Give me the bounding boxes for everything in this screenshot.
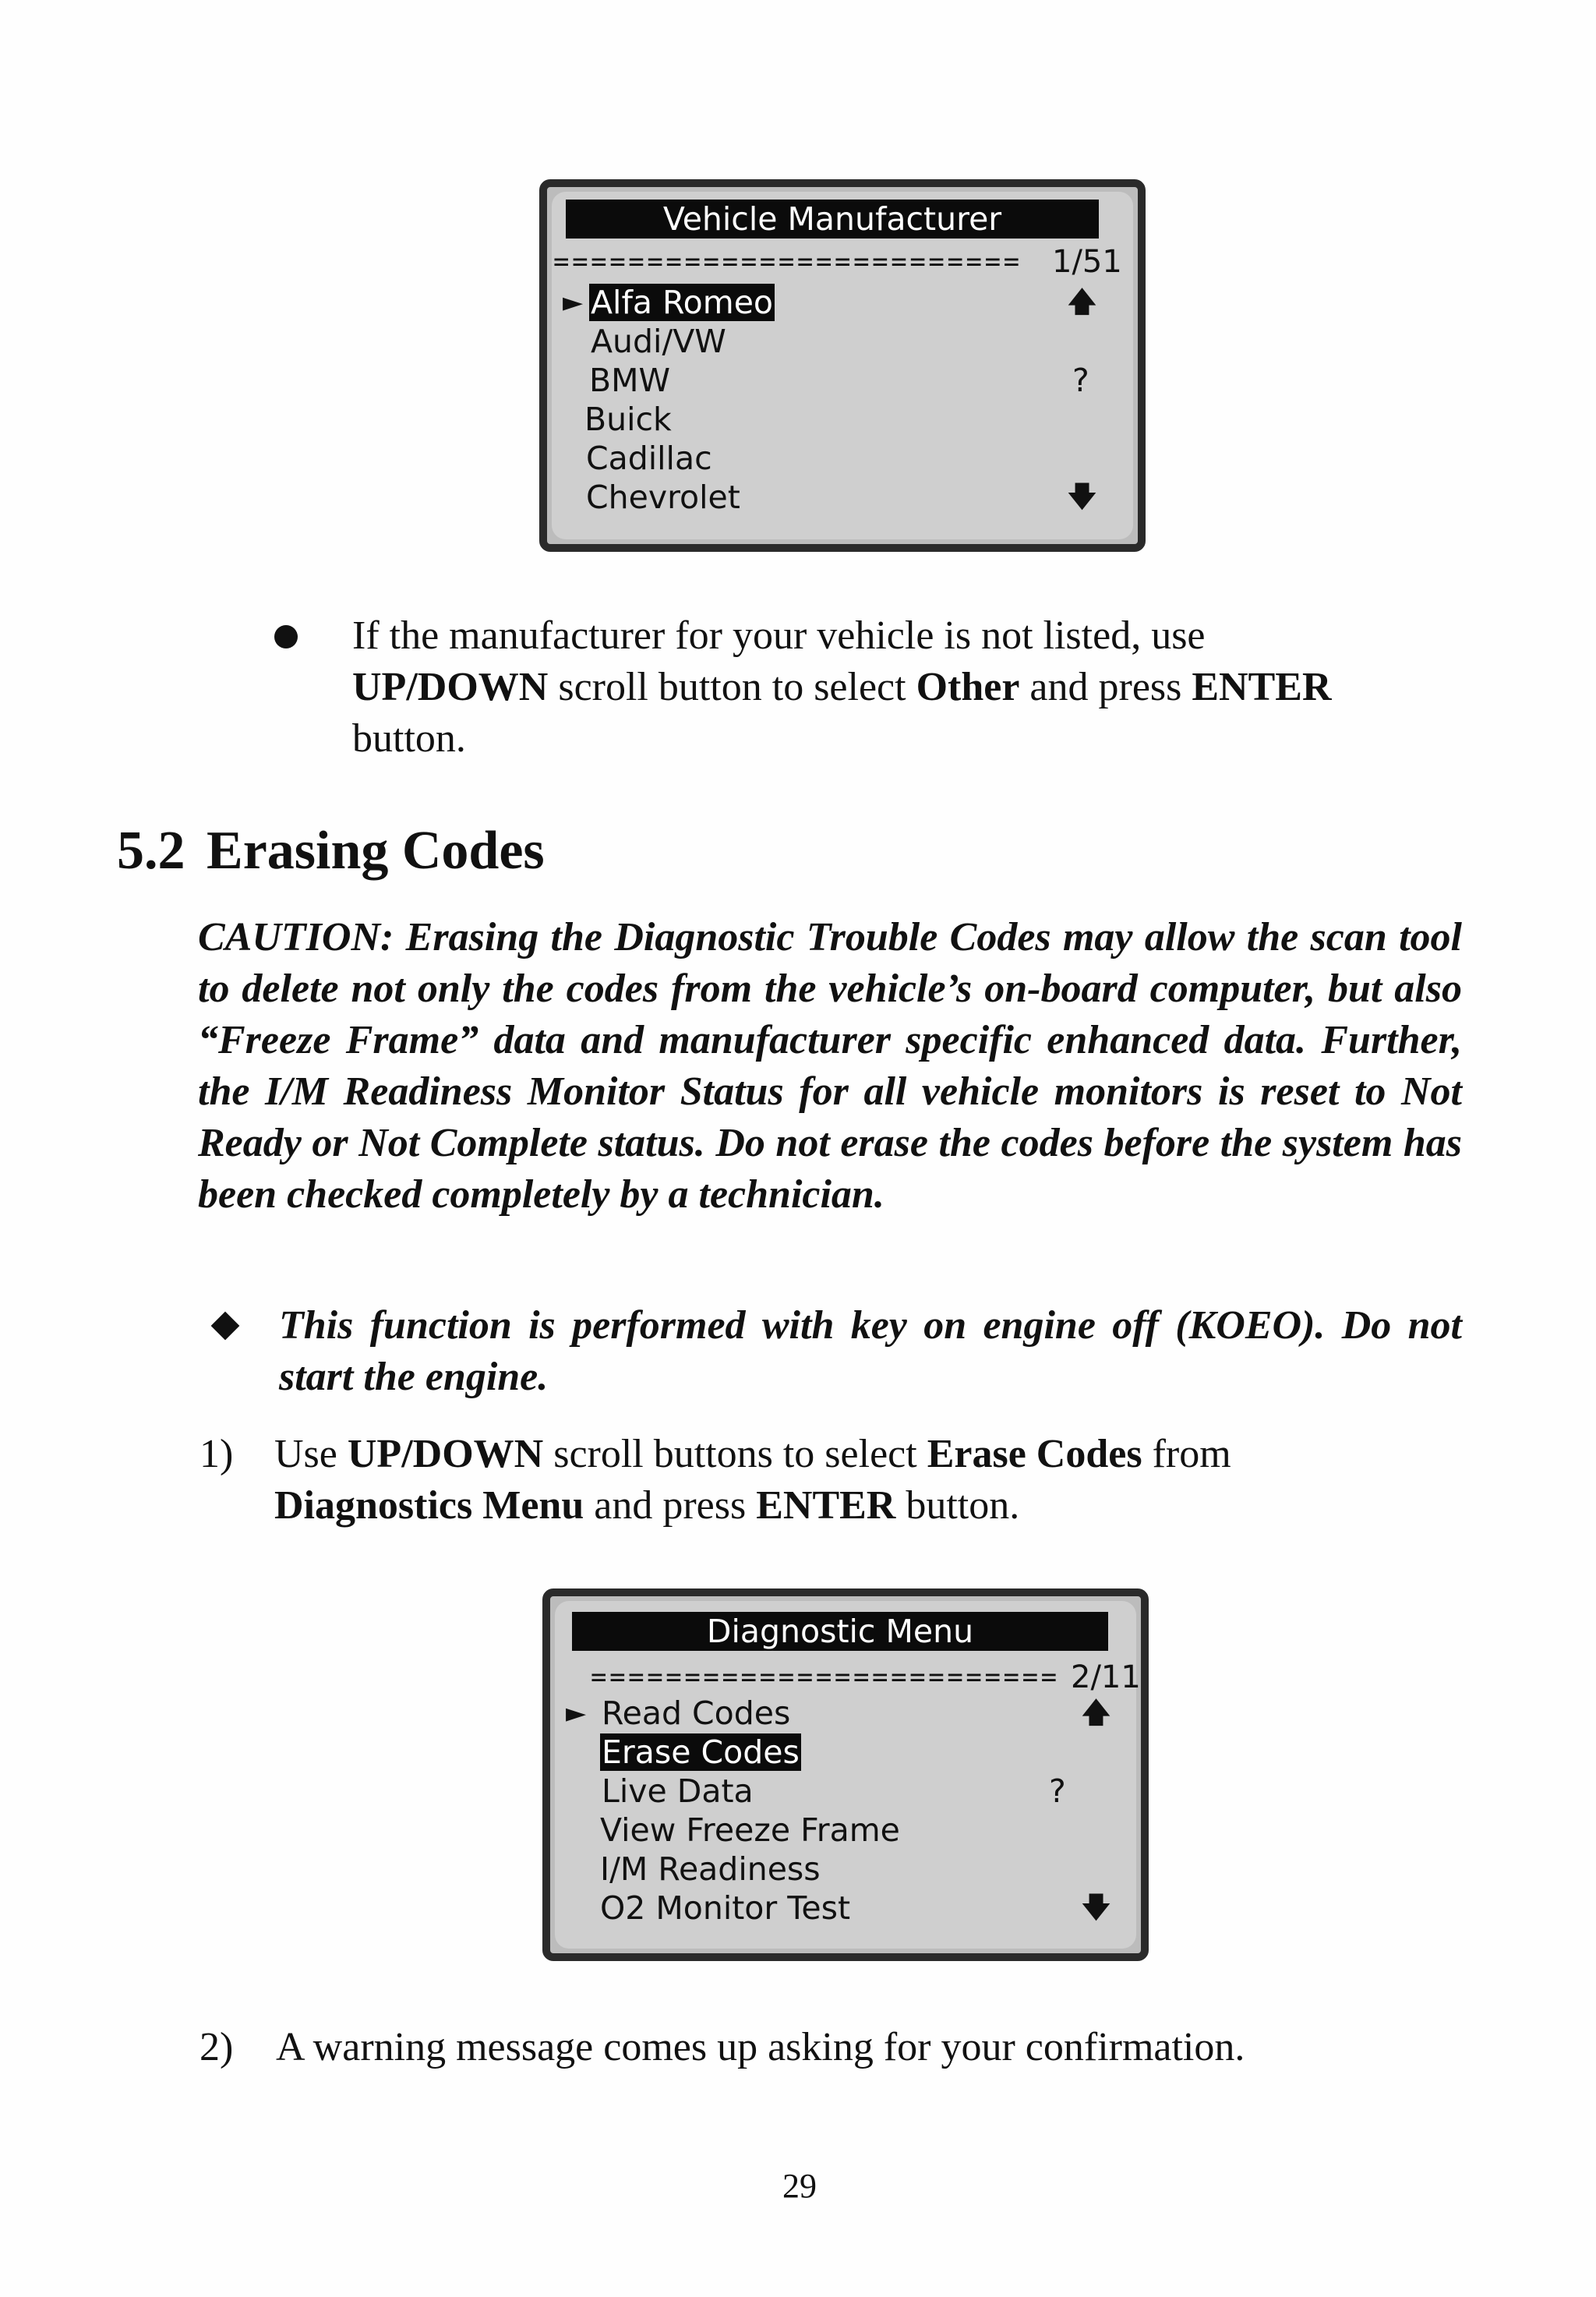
- menu-item[interactable]: Chevrolet: [586, 479, 740, 516]
- scroll-down-icon: 🡇: [1082, 1892, 1111, 1924]
- bullet-dot: [274, 625, 298, 648]
- menu-item[interactable]: Buick: [584, 401, 672, 438]
- scroll-up-icon: 🡅: [1082, 1697, 1111, 1729]
- help-icon: ?: [1072, 362, 1089, 399]
- screen-display: [555, 1601, 1141, 1949]
- menu-item[interactable]: View Freeze Frame: [600, 1811, 900, 1849]
- menu-item[interactable]: Cadillac: [586, 440, 712, 477]
- help-icon: ?: [1049, 1772, 1066, 1810]
- manufacturer-not-listed-text: If the manufacturer for your vehicle is not listed, use UP/DOWN scroll button to select Other and press ENTER button.: [352, 613, 1332, 761]
- step-number: 1): [200, 1432, 234, 1476]
- menu-item[interactable]: Erase Codes: [602, 1733, 800, 1771]
- page-indicator: 1/51: [1052, 244, 1122, 280]
- divider-dashes: =========================: [591, 1662, 1060, 1693]
- section-number: 5.2: [117, 821, 185, 881]
- scroll-down-icon: 🡇: [1068, 481, 1097, 513]
- vehicle-manufacturer-screen: [539, 179, 1146, 552]
- menu-item[interactable]: Alfa Romeo: [591, 284, 774, 321]
- step-number: 2): [200, 2025, 234, 2069]
- menu-item[interactable]: Read Codes: [602, 1694, 791, 1732]
- cursor-arrow-icon: ►: [563, 287, 584, 318]
- page-number: 29: [782, 2167, 817, 2205]
- menu-item[interactable]: Audi/VW: [591, 323, 726, 360]
- cursor-arrow-icon: ►: [566, 1698, 587, 1729]
- page-indicator: 2/11: [1071, 1659, 1141, 1695]
- screen-display: [552, 192, 1133, 539]
- diagnostic-menu-screen: [542, 1588, 1149, 1961]
- step-1-text: Use UP/DOWN scroll buttons to select Erase Codes from Diagnostics Menu and press ENTER button.: [274, 1432, 1231, 1528]
- screen-title: Vehicle Manufacturer: [566, 200, 1099, 239]
- menu-item[interactable]: O2 Monitor Test: [600, 1889, 851, 1927]
- koeo-note: This function is performed with key on engine off (KOEO). Do not start the engine.: [279, 1303, 1462, 1399]
- section-title: Erasing Codes: [207, 821, 545, 881]
- caution-paragraph: CAUTION: Erasing the Diagnostic Trouble Codes may allow the scan tool to delete not only the codes from the vehicle’s on-board computer, but also “Freeze Frame” data and manufacturer specific enhanced data. Further, the I/M Readiness Monitor Status for all vehicle monitors is reset to Not Ready or Not Complete status. Do not erase the codes before the system has been checked completely by a technician.: [198, 915, 1462, 1217]
- section-heading: [117, 820, 545, 882]
- menu-item[interactable]: Live Data: [602, 1772, 754, 1810]
- screen-title: Diagnostic Menu: [572, 1612, 1108, 1651]
- divider-dashes: =========================: [553, 246, 1022, 277]
- step-2-text: A warning message comes up asking for your confirmation.: [276, 2025, 1245, 2069]
- menu-item[interactable]: I/M Readiness: [600, 1850, 821, 1888]
- diamond-bullet-icon: [211, 1312, 240, 1341]
- menu-item[interactable]: BMW: [589, 362, 671, 399]
- scroll-up-icon: 🡅: [1068, 286, 1097, 318]
